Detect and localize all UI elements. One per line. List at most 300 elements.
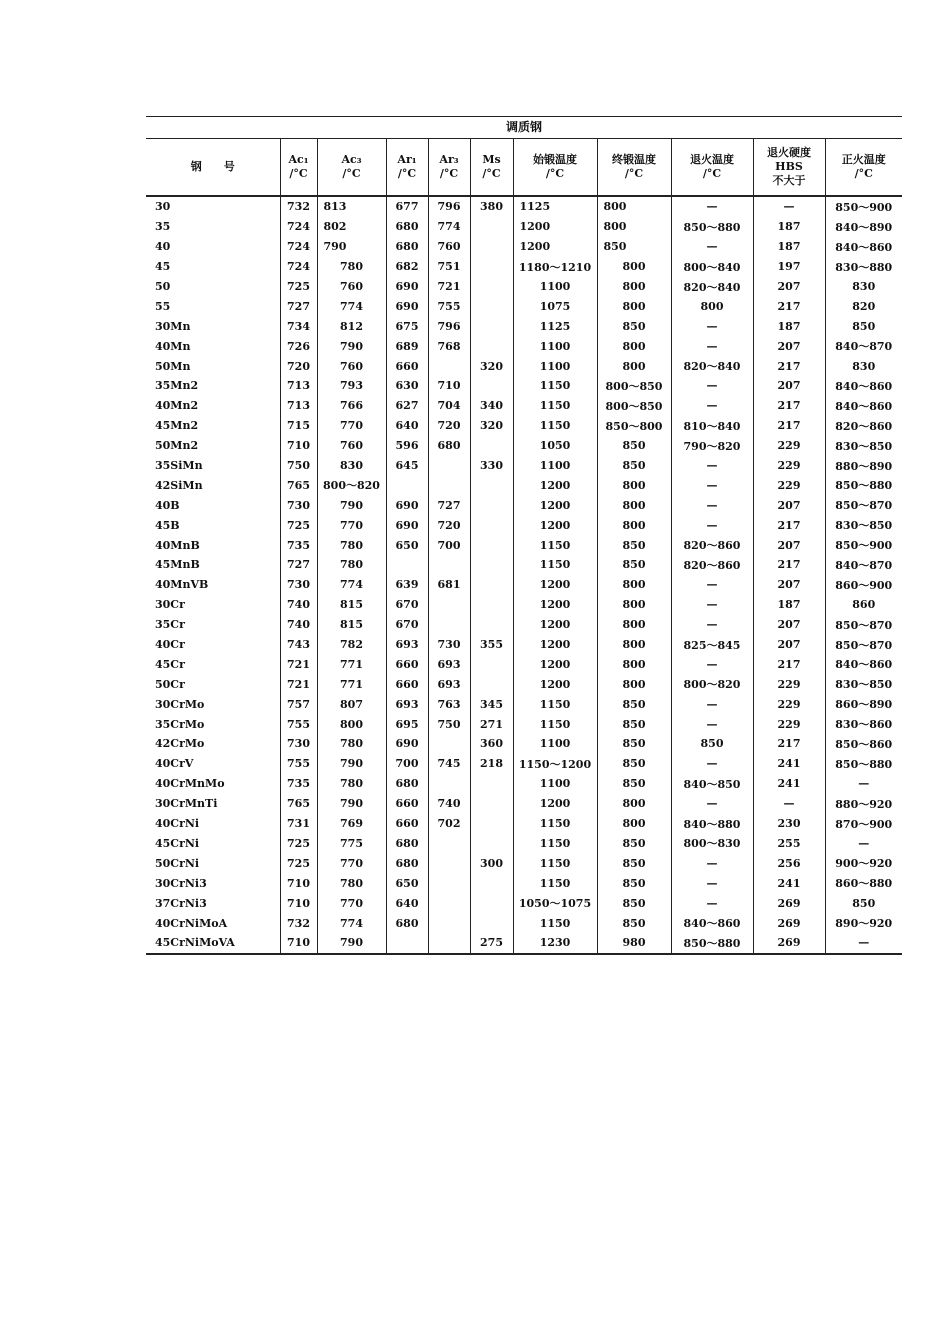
table-cell bbox=[470, 257, 513, 277]
table-cell: 850 bbox=[597, 834, 671, 854]
table-cell: 675 bbox=[386, 316, 428, 336]
steel-grade-cell: 42SiMn bbox=[155, 478, 203, 492]
table-cell: 320 bbox=[470, 416, 513, 436]
table-cell bbox=[428, 933, 470, 954]
table-cell bbox=[428, 475, 470, 495]
table-cell: 1200 bbox=[513, 575, 597, 595]
table-row bbox=[146, 416, 902, 436]
table-cell bbox=[428, 774, 470, 794]
column-header-line: Ar₃ bbox=[439, 153, 459, 166]
table-cell: 596 bbox=[386, 436, 428, 456]
table-cell: 980 bbox=[597, 933, 671, 954]
table-cell: 1100 bbox=[513, 774, 597, 794]
table-cell: 730 bbox=[428, 635, 470, 655]
table-row bbox=[146, 615, 902, 635]
table-cell: 771 bbox=[317, 674, 386, 694]
table-cell: 768 bbox=[428, 336, 470, 356]
table-cell: 800～850 bbox=[597, 396, 671, 416]
table-cell: 721 bbox=[280, 654, 317, 674]
table-cell: 850～860 bbox=[825, 734, 902, 754]
table-cell: 700 bbox=[386, 754, 428, 774]
table-cell bbox=[470, 893, 513, 913]
table-cell: 230 bbox=[753, 814, 825, 834]
table-cell bbox=[470, 615, 513, 635]
table-row bbox=[146, 475, 902, 495]
table-cell: — bbox=[671, 495, 753, 515]
table-cell: 1150 bbox=[513, 535, 597, 555]
table-cell: 1150 bbox=[513, 555, 597, 575]
table-row bbox=[146, 356, 902, 376]
table-cell: 639 bbox=[386, 575, 428, 595]
table-cell: 241 bbox=[753, 774, 825, 794]
table-cell: 770 bbox=[317, 893, 386, 913]
steel-grade-cell: 37CrNi3 bbox=[155, 896, 207, 910]
table-cell: 693 bbox=[386, 694, 428, 714]
table-cell: 693 bbox=[428, 654, 470, 674]
table-cell: 730 bbox=[280, 495, 317, 515]
table-cell: 727 bbox=[280, 296, 317, 316]
table-row bbox=[146, 933, 902, 954]
table-cell: 820～860 bbox=[671, 535, 753, 555]
table-cell bbox=[470, 436, 513, 456]
table-cell: 1200 bbox=[513, 495, 597, 515]
table-row bbox=[146, 296, 902, 316]
table-cell: — bbox=[671, 376, 753, 396]
table-cell bbox=[428, 873, 470, 893]
table-cell: 760 bbox=[317, 356, 386, 376]
table-cell bbox=[470, 575, 513, 595]
steel-grade-cell: 45B bbox=[155, 518, 180, 532]
table-cell: 830～850 bbox=[825, 515, 902, 535]
table-cell: 770 bbox=[317, 515, 386, 535]
table-cell: 680 bbox=[386, 834, 428, 854]
table-cell: 650 bbox=[386, 873, 428, 893]
table-cell: 645 bbox=[386, 456, 428, 476]
table-cell: 187 bbox=[753, 217, 825, 237]
table-cell: 800 bbox=[597, 515, 671, 535]
table-cell: 800 bbox=[597, 336, 671, 356]
table-cell: 355 bbox=[470, 635, 513, 655]
table-cell: 840～890 bbox=[825, 217, 902, 237]
column-header-line: 不大于 bbox=[772, 174, 806, 187]
table-cell: 774 bbox=[317, 575, 386, 595]
table-cell: 815 bbox=[317, 595, 386, 615]
table-cell: 269 bbox=[753, 913, 825, 933]
table-cell: 800 bbox=[597, 257, 671, 277]
table-cell: 680 bbox=[386, 853, 428, 873]
table-cell: 1150 bbox=[513, 853, 597, 873]
table-cell: 840～860 bbox=[671, 913, 753, 933]
table-cell: 760 bbox=[317, 277, 386, 297]
table-cell: 850 bbox=[597, 873, 671, 893]
column-header bbox=[671, 139, 753, 196]
table-cell: 790 bbox=[317, 933, 386, 954]
table-cell: 800 bbox=[597, 595, 671, 615]
column-header bbox=[386, 139, 428, 196]
table-cell: 682 bbox=[386, 257, 428, 277]
table-cell: 760 bbox=[317, 436, 386, 456]
table-cell: 670 bbox=[386, 615, 428, 635]
column-header bbox=[597, 139, 671, 196]
steel-grade-cell: 45MnB bbox=[155, 558, 200, 572]
table-cell bbox=[470, 376, 513, 396]
steel-grade-cell: 30Cr bbox=[155, 598, 185, 612]
table-row bbox=[146, 555, 902, 575]
table-cell: 1200 bbox=[513, 475, 597, 495]
table-cell: 1125 bbox=[513, 196, 597, 217]
table-cell: 255 bbox=[753, 834, 825, 854]
steel-grade-cell: 40CrMnMo bbox=[155, 777, 225, 791]
table-cell bbox=[428, 456, 470, 476]
table-cell: 187 bbox=[753, 316, 825, 336]
table-cell: 660 bbox=[386, 654, 428, 674]
table-cell bbox=[428, 555, 470, 575]
table-cell: 680 bbox=[386, 913, 428, 933]
table-cell: 710 bbox=[280, 933, 317, 954]
steel-grade-cell: 40CrV bbox=[155, 757, 194, 771]
table-cell: 774 bbox=[317, 913, 386, 933]
column-header-line: Ac₁ bbox=[288, 153, 309, 166]
table-cell: 790 bbox=[317, 794, 386, 814]
table-cell: 850 bbox=[597, 714, 671, 734]
column-header bbox=[825, 139, 902, 196]
table-cell: 830 bbox=[825, 356, 902, 376]
table-cell: 860～900 bbox=[825, 575, 902, 595]
table-cell: 724 bbox=[280, 237, 317, 257]
column-header bbox=[513, 139, 597, 196]
table-cell: — bbox=[671, 615, 753, 635]
table-cell bbox=[470, 475, 513, 495]
steel-grade-cell: 42CrMo bbox=[155, 737, 205, 751]
table-cell: 760 bbox=[428, 237, 470, 257]
table-cell: 217 bbox=[753, 654, 825, 674]
table-cell bbox=[470, 834, 513, 854]
table-cell: 1150～1200 bbox=[513, 754, 597, 774]
table-cell: 810～840 bbox=[671, 416, 753, 436]
steel-grade-cell: 40Mn bbox=[155, 339, 191, 353]
table-cell: 850～800 bbox=[597, 416, 671, 436]
table-cell: 757 bbox=[280, 694, 317, 714]
table-cell: 815 bbox=[317, 615, 386, 635]
table-row bbox=[146, 456, 902, 476]
steel-grade-cell: 35CrMo bbox=[155, 717, 205, 731]
table-row bbox=[146, 654, 902, 674]
table-cell: 1200 bbox=[513, 674, 597, 694]
table-cell: 187 bbox=[753, 237, 825, 257]
table-cell: — bbox=[671, 595, 753, 615]
table-cell bbox=[386, 475, 428, 495]
steel-grade-cell: 50CrNi bbox=[155, 856, 200, 870]
table-cell: 275 bbox=[470, 933, 513, 954]
table-cell: 800 bbox=[597, 495, 671, 515]
steel-grade-cell: 50Mn bbox=[155, 359, 191, 373]
column-header-line: Ar₁ bbox=[397, 153, 417, 166]
table-row bbox=[146, 436, 902, 456]
table-cell: 850～880 bbox=[671, 933, 753, 954]
table-cell: 1050 bbox=[513, 436, 597, 456]
table-cell: 256 bbox=[753, 853, 825, 873]
table-cell: 660 bbox=[386, 794, 428, 814]
column-header bbox=[428, 139, 470, 196]
table-cell: 207 bbox=[753, 336, 825, 356]
column-header-line: /°C bbox=[342, 167, 361, 180]
table-cell: — bbox=[671, 893, 753, 913]
table-cell: 850 bbox=[597, 694, 671, 714]
column-header bbox=[470, 139, 513, 196]
table-row bbox=[146, 495, 902, 515]
table-cell: 269 bbox=[753, 933, 825, 954]
steel-grade-cell: 35Cr bbox=[155, 618, 185, 632]
table-cell: 217 bbox=[753, 555, 825, 575]
table-cell: 850～900 bbox=[825, 535, 902, 555]
table-cell: 780 bbox=[317, 555, 386, 575]
steel-grade-cell: 45CrNiMoVA bbox=[146, 933, 280, 954]
table-cell: 670 bbox=[386, 595, 428, 615]
table-cell: 820～860 bbox=[825, 416, 902, 436]
table-cell: 800 bbox=[597, 575, 671, 595]
table-cell: — bbox=[671, 456, 753, 476]
table-cell: 229 bbox=[753, 456, 825, 476]
table-cell: 850 bbox=[597, 316, 671, 336]
table-cell: 1200 bbox=[513, 515, 597, 535]
steel-grade-cell: 30Mn bbox=[155, 319, 191, 333]
table-cell: 725 bbox=[280, 834, 317, 854]
table-cell: 830 bbox=[317, 456, 386, 476]
table-cell: 850 bbox=[597, 913, 671, 933]
table-cell: 690 bbox=[386, 277, 428, 297]
table-cell: 690 bbox=[386, 515, 428, 535]
table-cell: 693 bbox=[428, 674, 470, 694]
table-cell: 850～870 bbox=[825, 635, 902, 655]
table-cell: 693 bbox=[386, 635, 428, 655]
table-cell bbox=[470, 515, 513, 535]
table-cell: 229 bbox=[753, 714, 825, 734]
table-cell: 800 bbox=[671, 296, 753, 316]
table-cell: 765 bbox=[280, 794, 317, 814]
column-header-line: 始锻温度 bbox=[533, 153, 577, 166]
table-cell: 217 bbox=[753, 356, 825, 376]
table-cell: 702 bbox=[428, 814, 470, 834]
table-cell: 704 bbox=[428, 396, 470, 416]
table-cell: 1100 bbox=[513, 356, 597, 376]
table-cell: 715 bbox=[280, 416, 317, 436]
table-cell: 860～880 bbox=[825, 873, 902, 893]
table-cell bbox=[470, 873, 513, 893]
table-cell: 825～845 bbox=[671, 635, 753, 655]
table-cell bbox=[428, 356, 470, 376]
table-cell: 241 bbox=[753, 873, 825, 893]
table-cell: — bbox=[753, 794, 825, 814]
column-header-line: HBS bbox=[775, 160, 803, 173]
table-cell: 800 bbox=[597, 277, 671, 297]
table-cell: 780 bbox=[317, 734, 386, 754]
steel-grade-cell: 35SiMn bbox=[155, 459, 203, 473]
table-cell bbox=[470, 296, 513, 316]
table-cell: 1150 bbox=[513, 694, 597, 714]
table-cell: 800 bbox=[597, 814, 671, 834]
table-cell: 1150 bbox=[513, 873, 597, 893]
table-cell: 713 bbox=[280, 376, 317, 396]
table-cell: 800 bbox=[597, 217, 671, 237]
table-row bbox=[146, 834, 902, 854]
table-cell: 725 bbox=[280, 853, 317, 873]
table-cell: 830～880 bbox=[825, 257, 902, 277]
table-cell: 1150 bbox=[513, 714, 597, 734]
table-cell: 207 bbox=[753, 635, 825, 655]
steel-grade-cell: 45 bbox=[155, 260, 171, 274]
table-cell: 207 bbox=[753, 535, 825, 555]
table-cell bbox=[428, 615, 470, 635]
table-cell: 740 bbox=[280, 615, 317, 635]
steel-grade-cell: 40 bbox=[155, 240, 171, 254]
table-cell: 812 bbox=[317, 316, 386, 336]
column-header-line: /°C bbox=[702, 167, 722, 180]
table-cell: 229 bbox=[753, 436, 825, 456]
column-header-line: /°C bbox=[545, 167, 565, 180]
table-cell: 796 bbox=[428, 316, 470, 336]
table-cell: 740 bbox=[280, 595, 317, 615]
table-cell: 790 bbox=[317, 495, 386, 515]
column-header-line: 退火硬度 bbox=[767, 146, 811, 159]
table-cell: 690 bbox=[386, 296, 428, 316]
steel-grade-cell: 35Mn2 bbox=[155, 379, 199, 393]
table-cell: — bbox=[671, 873, 753, 893]
column-header-line: /°C bbox=[482, 167, 501, 180]
table-cell: 790 bbox=[317, 336, 386, 356]
table-cell: 734 bbox=[280, 316, 317, 336]
table-cell: 755 bbox=[428, 296, 470, 316]
table-cell: 790 bbox=[317, 754, 386, 774]
table-cell: 774 bbox=[428, 217, 470, 237]
table-cell: 840～860 bbox=[825, 376, 902, 396]
table-cell: 840～860 bbox=[825, 396, 902, 416]
table-cell bbox=[470, 555, 513, 575]
table-cell: 751 bbox=[428, 257, 470, 277]
table-cell: 1230 bbox=[513, 933, 597, 954]
table-cell: 860 bbox=[825, 595, 902, 615]
table-cell: — bbox=[671, 475, 753, 495]
table-cell: 800～840 bbox=[671, 257, 753, 277]
steel-data-table-sheet bbox=[146, 116, 902, 955]
table-cell: 330 bbox=[470, 456, 513, 476]
table-cell: 217 bbox=[753, 416, 825, 436]
table-cell: — bbox=[671, 515, 753, 535]
table-cell: 755 bbox=[280, 754, 317, 774]
table-cell: 800 bbox=[597, 615, 671, 635]
table-cell bbox=[470, 495, 513, 515]
table-cell: 850 bbox=[597, 853, 671, 873]
table-cell: 1200 bbox=[513, 794, 597, 814]
column-header bbox=[146, 139, 280, 196]
table-cell: 269 bbox=[753, 893, 825, 913]
tempering-steel-table bbox=[146, 139, 902, 955]
table-cell: 207 bbox=[753, 277, 825, 297]
table-cell: 735 bbox=[280, 774, 317, 794]
steel-grade-cell: 45Cr bbox=[155, 657, 185, 671]
steel-grade-cell: 30CrNi3 bbox=[155, 876, 207, 890]
table-cell: 775 bbox=[317, 834, 386, 854]
table-cell: 830 bbox=[825, 277, 902, 297]
table-row bbox=[146, 396, 902, 416]
table-cell: 850 bbox=[825, 316, 902, 336]
table-cell: 724 bbox=[280, 257, 317, 277]
table-cell: 710 bbox=[280, 893, 317, 913]
steel-grade-cell: 50Mn2 bbox=[155, 439, 199, 453]
table-cell: 726 bbox=[280, 336, 317, 356]
table-cell: — bbox=[671, 694, 753, 714]
table-cell: — bbox=[671, 316, 753, 336]
table-cell: 770 bbox=[317, 416, 386, 436]
table-row bbox=[146, 535, 902, 555]
table-cell: 850～880 bbox=[825, 475, 902, 495]
table-cell: 217 bbox=[753, 734, 825, 754]
steel-grade-cell: 40B bbox=[155, 498, 180, 512]
table-cell: 813 bbox=[317, 196, 386, 217]
table-cell: — bbox=[825, 834, 902, 854]
table-cell: 800 bbox=[317, 714, 386, 734]
table-cell bbox=[470, 237, 513, 257]
table-cell bbox=[470, 277, 513, 297]
table-row bbox=[146, 814, 902, 834]
table-row bbox=[146, 376, 902, 396]
table-cell: 850～870 bbox=[825, 615, 902, 635]
steel-grade-cell: 35 bbox=[155, 220, 171, 234]
table-cell: 840～870 bbox=[825, 555, 902, 575]
table-cell: 360 bbox=[470, 734, 513, 754]
table-cell: 732 bbox=[280, 196, 317, 217]
table-cell: 720 bbox=[428, 515, 470, 535]
table-cell: 850 bbox=[597, 535, 671, 555]
table-cell: 710 bbox=[280, 436, 317, 456]
table-row bbox=[146, 694, 902, 714]
table-row bbox=[146, 734, 902, 754]
table-cell: 320 bbox=[470, 356, 513, 376]
table-cell: 300 bbox=[470, 853, 513, 873]
steel-grade-cell: 45CrNi bbox=[155, 836, 200, 850]
table-cell bbox=[470, 316, 513, 336]
table-cell bbox=[470, 217, 513, 237]
table-cell: 380 bbox=[470, 196, 513, 217]
table-cell: 710 bbox=[280, 873, 317, 893]
table-cell: 850 bbox=[597, 734, 671, 754]
table-cell bbox=[470, 814, 513, 834]
table-cell: 850 bbox=[597, 555, 671, 575]
table-cell: 732 bbox=[280, 913, 317, 933]
table-cell: 890～920 bbox=[825, 913, 902, 933]
table-cell: 800 bbox=[597, 196, 671, 217]
table-row bbox=[146, 316, 902, 336]
table-cell: 1200 bbox=[513, 615, 597, 635]
table-cell: 1125 bbox=[513, 316, 597, 336]
table-cell: 800 bbox=[597, 674, 671, 694]
table-cell: 850 bbox=[597, 456, 671, 476]
table-cell: 840～860 bbox=[825, 237, 902, 257]
table-row bbox=[146, 714, 902, 734]
table-cell: 840～880 bbox=[671, 814, 753, 834]
table-row bbox=[146, 515, 902, 535]
table-cell: 780 bbox=[317, 535, 386, 555]
column-header-line: /°C bbox=[439, 167, 459, 180]
table-cell: 1200 bbox=[513, 217, 597, 237]
table-cell: 800 bbox=[597, 635, 671, 655]
table-cell: 830～850 bbox=[825, 436, 902, 456]
table-cell: 860～890 bbox=[825, 694, 902, 714]
table-cell: 880～890 bbox=[825, 456, 902, 476]
column-header-line: Ac₃ bbox=[341, 153, 362, 166]
column-header bbox=[280, 139, 317, 196]
table-cell: 793 bbox=[317, 376, 386, 396]
table-cell: 870～900 bbox=[825, 814, 902, 834]
